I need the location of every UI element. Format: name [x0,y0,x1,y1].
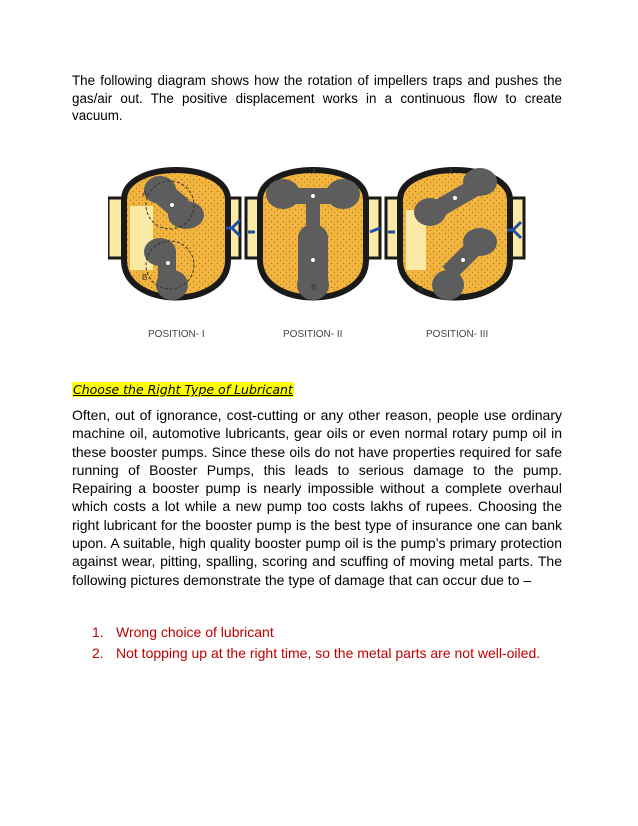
list-item [92,643,540,664]
chamber-a-label: A [448,167,454,176]
pump-position-3 [386,167,524,340]
chamber-b-label: B [418,285,424,294]
impeller-rotation-diagram [108,160,528,355]
chamber-a-label: A [311,167,317,176]
pump-position-2 [246,167,380,340]
intro-paragraph: The following diagram shows how the rotation of impellers traps and pushes the gas/air out. The positive displacement works in a continuous flow to create vacuum. [72,73,562,123]
list-text: Wrong choice of lubricant [116,624,274,640]
position-label: POSITION- II [283,329,343,340]
list-number: 1. [92,624,104,640]
list-item [92,622,540,643]
position-label: POSITION- III [426,329,489,340]
position-label: POSITION- I [148,329,205,340]
body-paragraph: Often, out of ignorance, cost-cutting or any other reason, people use ordinary machine oil, automotive lubricants, gear oils or even normal rotary pump oil in these booster pumps. Since these oils do not have properties required for safe running of Booster Pumps, this leads to serious damage to the pump. Repairing a booster pump is nearly impossible without a complete overhaul which costs a lot while a new pump too costs lakhs of rupees. Choosing the right lubricant for the booster pump is the best type of insurance one can bank upon. A suitable, high quality booster pump oil is the pump’s primary protection against wear, pitting, spalling, scoring and scuffing of moving metal parts. The following pictures demonstrate the type of damage that can occur due to – [72,407,562,588]
chamber-b-label: B [311,283,317,292]
chamber-b-label: B [142,273,148,282]
list-text: Not topping up at the right time, so the metal parts are not well-oiled. [116,645,541,661]
chamber-a-label: A [142,190,148,199]
section-heading: Choose the Right Type of Lubricant [73,382,293,397]
list-number: 2. [92,645,104,661]
pump-position-1 [108,170,240,340]
damage-causes-list [92,622,540,664]
